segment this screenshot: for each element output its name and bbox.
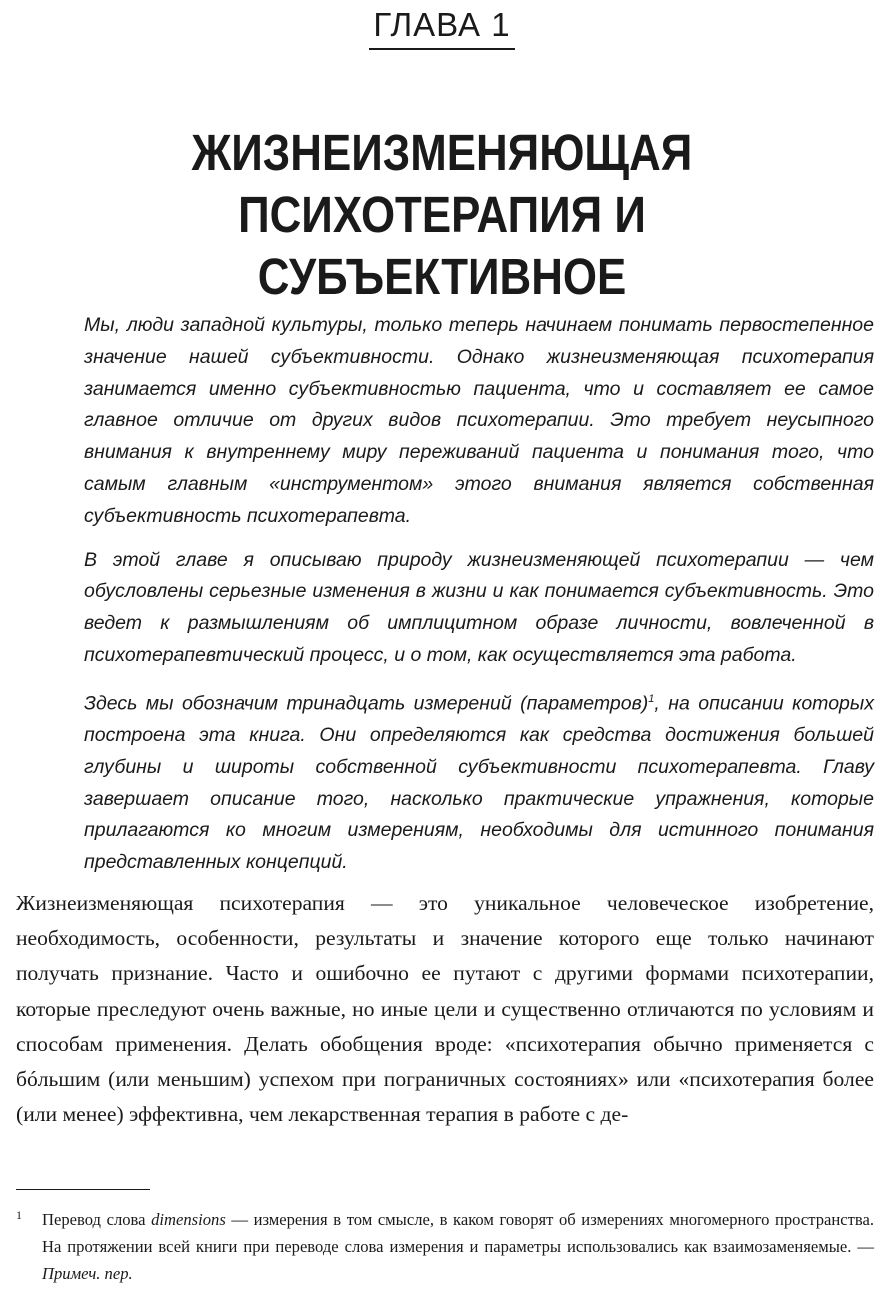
footnote-text-start: Перевод слова: [42, 1210, 152, 1229]
body-text: [16, 886, 874, 1132]
chapter-title: [62, 122, 822, 308]
epigraph-paragraph-1: Мы, люди западной культуры, только теперь начинаем понимать первостепенное значение нашей субъективности. Однако жизнеизменяющая психотерапия занимается именно субъективностью пациента, что и составляет ее самое главное отличие от других видов психотерапии. Это требует неусыпного внимания к внутреннему миру переживаний пациента и понимания того, что самым главным «инструментом» этого внимания является собственная субъективность психотерапевта.: [84, 314, 874, 527]
footnote-mark: 1: [16, 1208, 22, 1222]
chapter-label: [0, 6, 884, 50]
footnote-text: [42, 1206, 874, 1287]
footnote-text-middle: — измерения в том смысле, в каком говорят об измерениях многомерного пространства. На протяжении всей книги при переводе слова измерения и параметры использовались как взаимозаменяемые. —: [42, 1210, 874, 1256]
epigraph-paragraph-3: [84, 684, 874, 879]
footnote-term: dimensions: [151, 1210, 226, 1229]
chapter-title-line2: ПСИХОТЕРАПИЯ И СУБЪЕКТИВНОЕ: [238, 186, 646, 305]
epigraph-paragraph-2: В этой главе я описываю природу жизнеизменяющей психотерапии — чем обусловлены серьезные изменения в жизни и как понимается субъективность. Это ведет к размышлениям об имплицитном образе личности, вовлеченной в психотерапевтический процесс, и о том, как осуществляется эта работа.: [84, 548, 874, 666]
footnote-reference[interactable]: 1: [648, 692, 655, 705]
footnote-divider: [16, 1189, 150, 1190]
epigraph-paragraph-3-end: , на описании которых построена эта книга. Они определяются как средства достижения большей глубины и широты собственной субъективности психотерапевта. Главу завершает описание того, насколько практические упражнения, которые прилагаются ко многим измерениям, необходимы для истинного понимания представленных концепций.: [84, 692, 874, 874]
epigraph-paragraph-3-start: Здесь мы обозначим тринадцать измерений (параметров): [84, 692, 649, 715]
chapter-title-line1: ЖИЗНЕИЗМЕНЯЮЩАЯ: [191, 124, 693, 181]
chapter-label-text: ГЛАВА 1: [369, 6, 514, 50]
epigraph: [84, 310, 874, 879]
footnote: [16, 1206, 874, 1287]
body-paragraph-1: Жизнеизменяющая психотерапия — это уникальное человеческое изобретение, необходимость, особенности, результаты и значение которого еще только начинают получать признание. Часто и ошибочно ее путают с другими формами психотерапии, которые преследуют очень важные, но иные цели и существенно отличаются по условиям и способам применения. Делать обобщения вроде: «психотерапия обычно применяется с бóльшим (или меньшим) успехом при пограничных состояниях» или «психотерапия более (или менее) эффективна, чем лекарственная терапия в работе с де-: [16, 891, 874, 1127]
footnote-translator-note: Примеч. пер.: [42, 1264, 133, 1283]
